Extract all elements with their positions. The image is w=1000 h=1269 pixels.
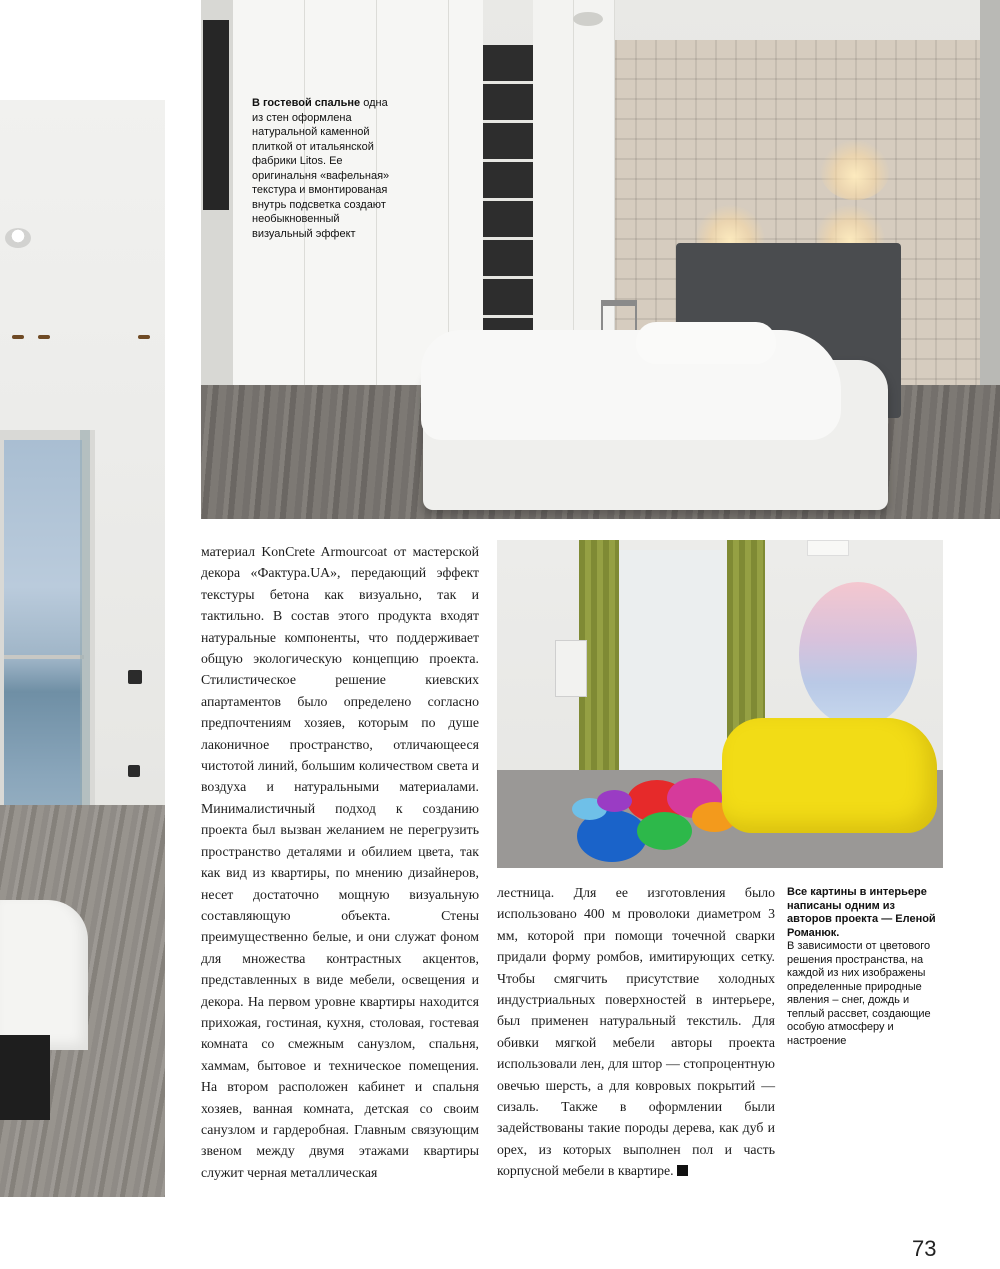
bed-linen [0,900,88,1050]
caption-paintings [787,886,937,1048]
round-painting [799,582,917,727]
rug-circle-green [637,812,692,850]
wall-tv [555,640,587,697]
caption-guest-bedroom [252,96,392,241]
photo-living-room-window [0,100,165,1197]
ceiling-spotlight [12,335,24,339]
sheer-curtain [619,550,727,780]
photo-guest-bedroom [201,0,1000,519]
open-bookshelf [483,45,533,355]
end-mark-icon [677,1165,688,1176]
page-number: 73 [912,1236,937,1261]
ceiling-spotlight [138,335,150,339]
rug-circle-purple [597,790,632,812]
ceiling-speaker [573,12,603,26]
wall-socket [128,765,140,777]
wall-tv [203,20,229,210]
article-column-2 [497,882,775,1182]
ceiling-light [5,228,31,248]
ceiling-spotlight [38,335,50,339]
caption-lead: В гостевой спальне [252,97,361,109]
light-switch [128,670,142,684]
bed-frame [0,1035,50,1120]
air-conditioner [807,540,849,556]
caption-text: В зависимости от цветового решения пространства, на каждой из них изображены определенные природные явления – снег, дождь и теплый рассвет, создающие особую атмосферу и настроение [787,940,931,1047]
white-blanket [421,330,841,440]
wall-light-glow [820,140,890,200]
article-paragraph: материал KonCrete Armourcoat от мастерской декора «Фактура.UA», передающий эффект текстуры бетона как визуально, так и тактильно. В состав этого продукта входят натуральные компоненты, что поддерживает общую экологическую концепцию проекта. Стилистическое решение киевских апартаментов было определено согласно предпочтениям хозяев, которым по душе лаконичное пространство, отличающееся чистотой линий, большим количеством света и воздуха и натуральными материалами. Минималистичный подход к созданию проекта был вызван желанием не перегрузить пространство деталями и обилием цвета, так как вид из квартиры, по мнению дизайнеров, несет достаточно мощную визуальную составляющую объекта. Стены преимущественно белые, и они служат фоном для множества контрастных акцентов, представленных в виде мебели, освещения и декора. На первом уровне квартиры находится прихожая, гостиная, кухня, столовая, гостевая комната со смежным санузлом, спальня, хаммам, бытовое и техническое помещения. На втором расположен кабинет и спальня хозяев, ванная комната, детская со своим санузлом и гардеробная. Главным связующим звеном между двумя этажами квартиры служит черная металлическая [201,544,479,1180]
pillow [636,322,776,364]
yellow-sofa [722,718,937,833]
article-column-1 [201,541,479,1183]
window-view [4,440,82,860]
caption-text: одна из стен оформлена натуральной каменной плиткой от итальянской фабрики Litos. Ее оригинальня «вафельная» текстура и вмонтированая внутрь подсветка создают необыкновенный визуальный эффект [252,97,390,240]
window-frame [4,655,84,659]
article-paragraph [497,882,775,1182]
caption-lead: Все картины в интерьере написаны одним из авторов проекта — Еленой Романюк. [787,886,936,939]
photo-yellow-sofa-room [497,540,943,868]
article-text: лестница. Для ее изготовления было использовано 400 м проволоки диаметром 3 мм, которой при помощи точечной сварки придали форму ромбов, имитирующих сетку. Чтобы смягчить присутствие холодных индустриальных поверхностей в интерьере, был применен натуральный текстиль. Для обивки мягкой мебели авторы проекта использовали лен, для штор — стопроцентную овечью шерсть, а для ковровых покрытий — сизаль. Также в оформлении были задействованы такие породы дерева, как дуб и орех, из которых выполнен пол и часть корпусной мебели в квартире. [497,885,775,1179]
